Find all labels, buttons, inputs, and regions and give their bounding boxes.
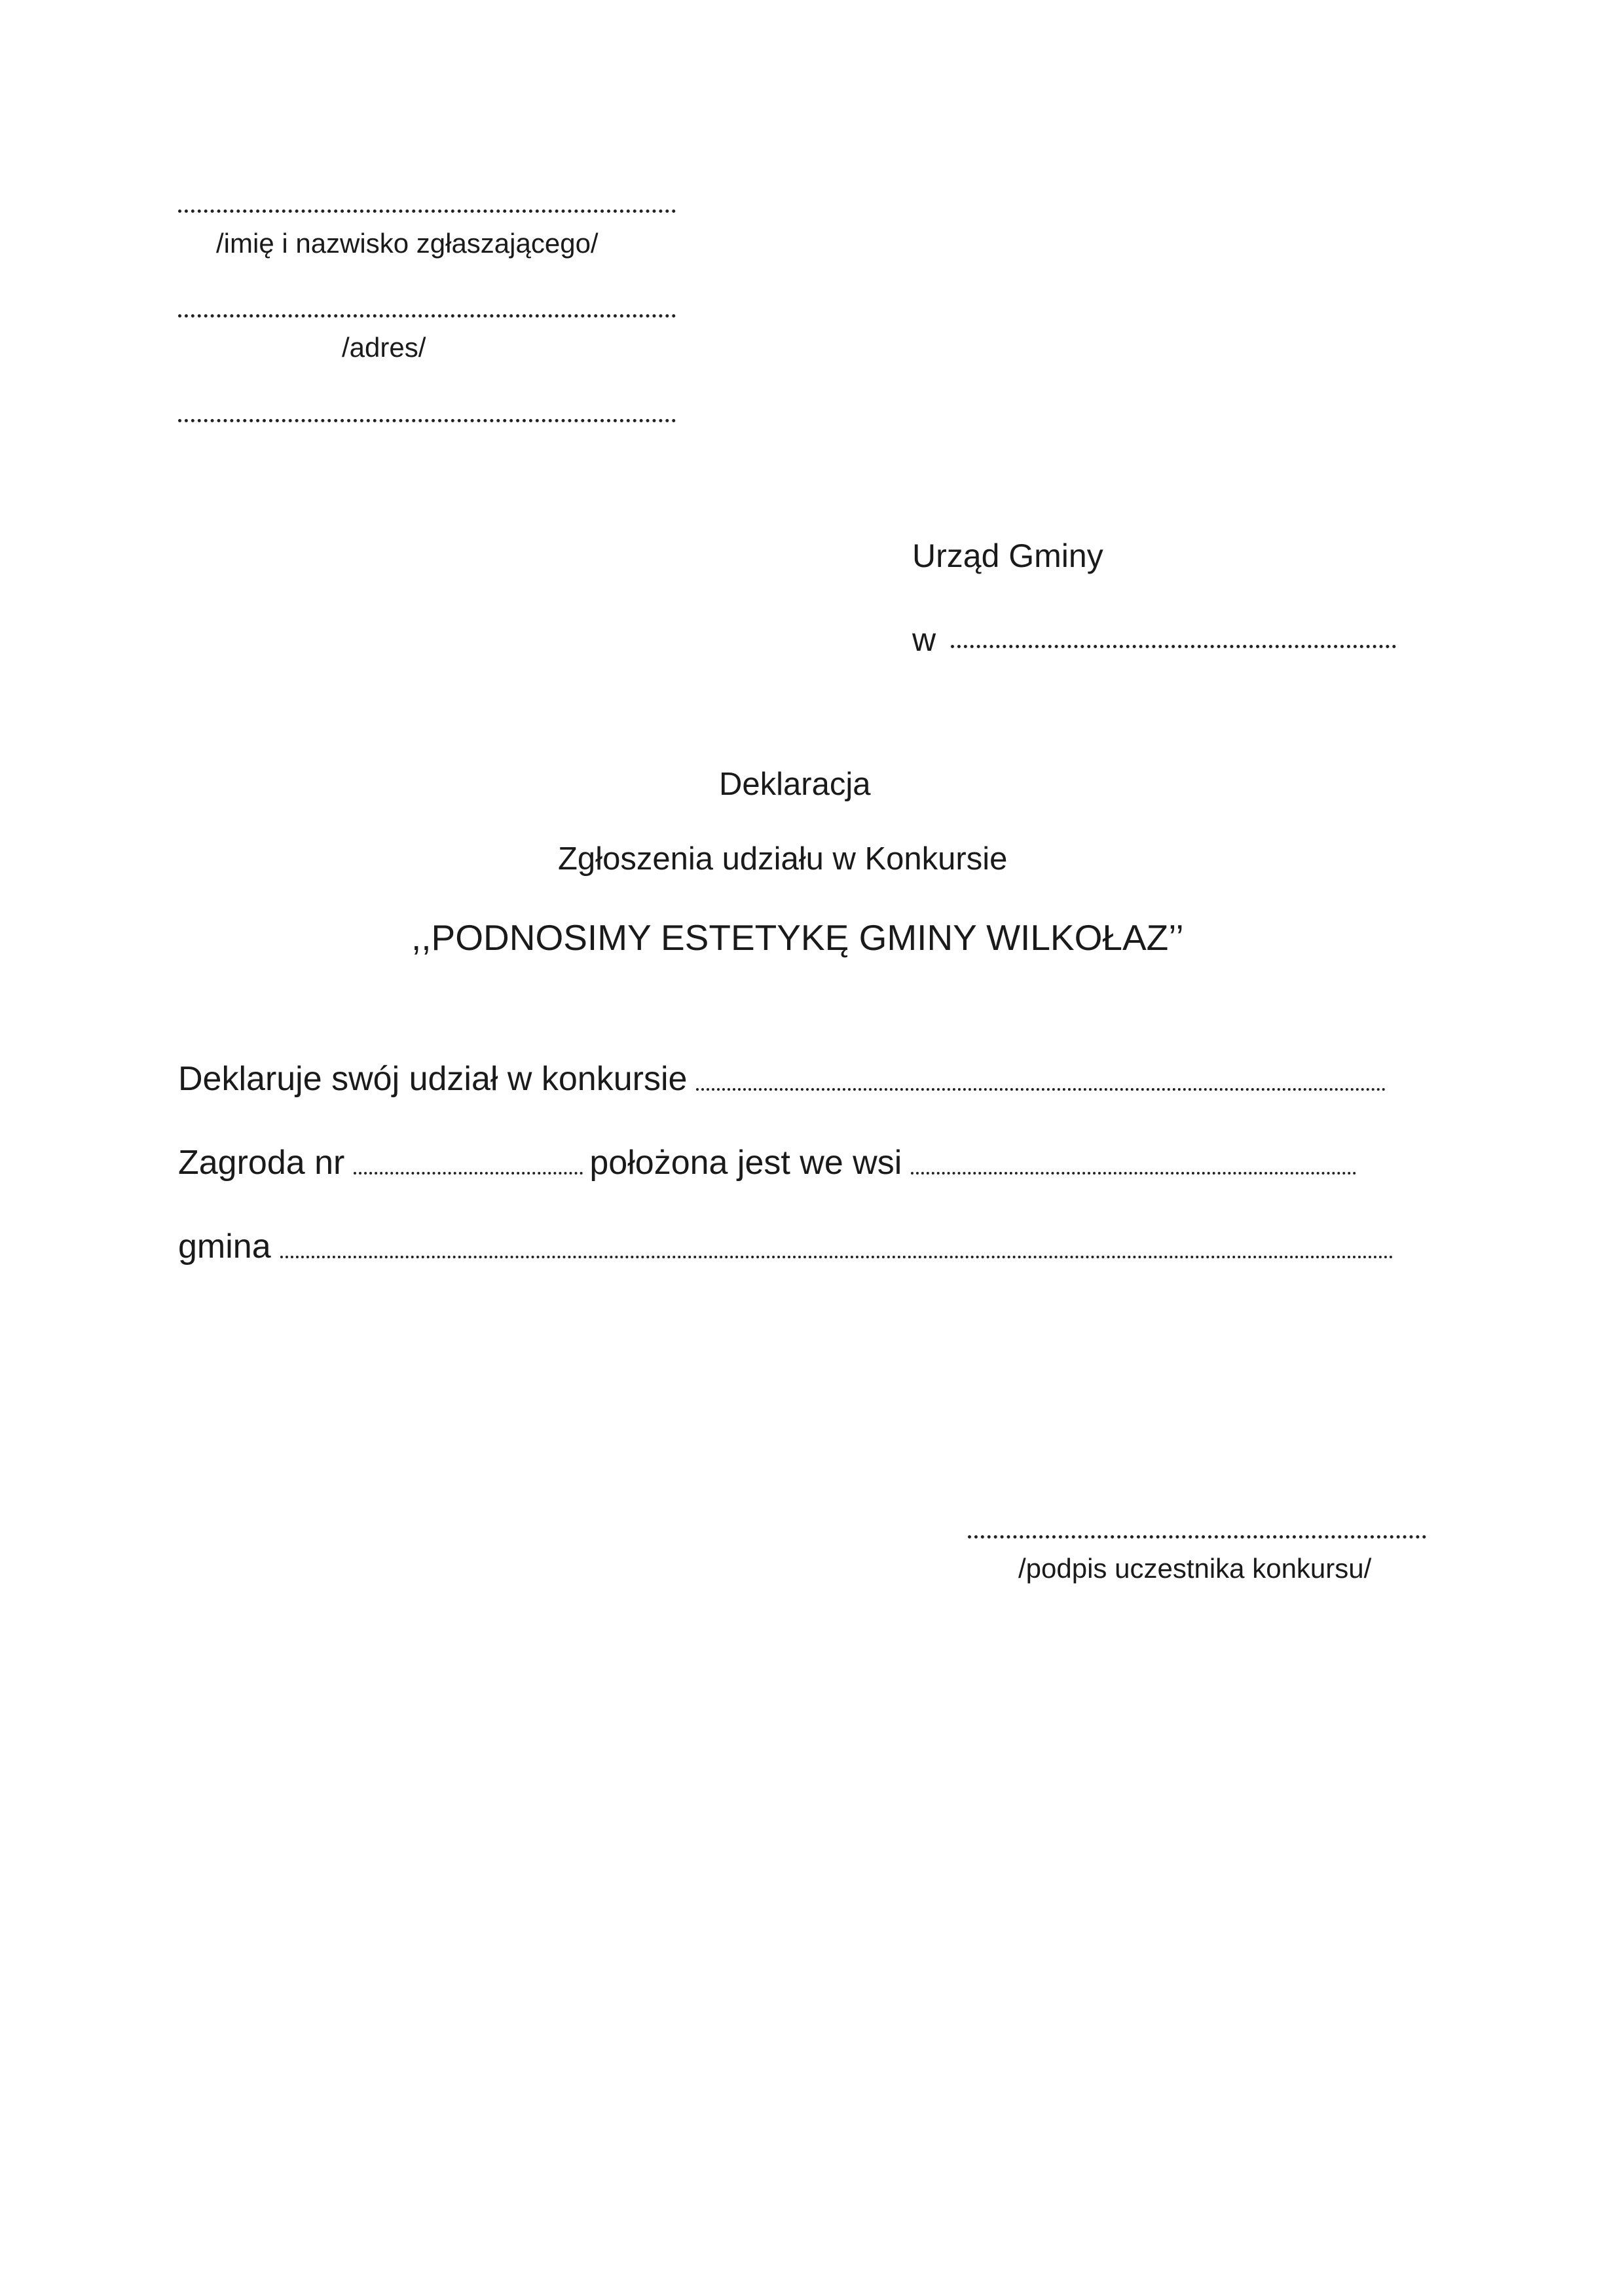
applicant-name-field[interactable] [178,210,676,213]
signature-field[interactable] [968,1535,1426,1539]
applicant-name-caption: /imię i nazwisko zgłaszającego/ [216,228,599,259]
signature-caption: /podpis uczestnika konkursu/ [1018,1553,1372,1584]
applicant-address-field-2[interactable] [178,419,676,422]
commune-field[interactable] [280,1256,1393,1258]
declaration-field[interactable] [696,1088,1386,1091]
declaration-label: Deklaruje swój udział w konkursie [178,1060,688,1098]
applicant-address-field[interactable] [178,314,676,318]
applicant-address-caption: /adres/ [342,332,426,363]
farm-row [178,1143,1363,1182]
commune-row [178,1227,1400,1266]
village-label: położona jest we wsi [589,1144,902,1182]
commune-label: gmina [178,1228,271,1266]
farm-number-label: Zagroda nr [178,1144,345,1182]
recipient-office: Urząd Gminy [912,538,1103,574]
declaration-row [178,1059,1392,1099]
village-field[interactable] [911,1172,1356,1175]
farm-number-field[interactable] [354,1172,583,1175]
document-subtitle: Zgłoszenia udziału w Konkursie [558,841,1008,877]
contest-name: ,,PODNOSIMY ESTETYKĘ GMINY WILKOŁAZ’’ [411,917,1184,958]
recipient-location-field[interactable] [951,645,1396,648]
recipient-location-prefix: w [912,621,936,658]
document-title: Deklaracja [719,767,871,802]
